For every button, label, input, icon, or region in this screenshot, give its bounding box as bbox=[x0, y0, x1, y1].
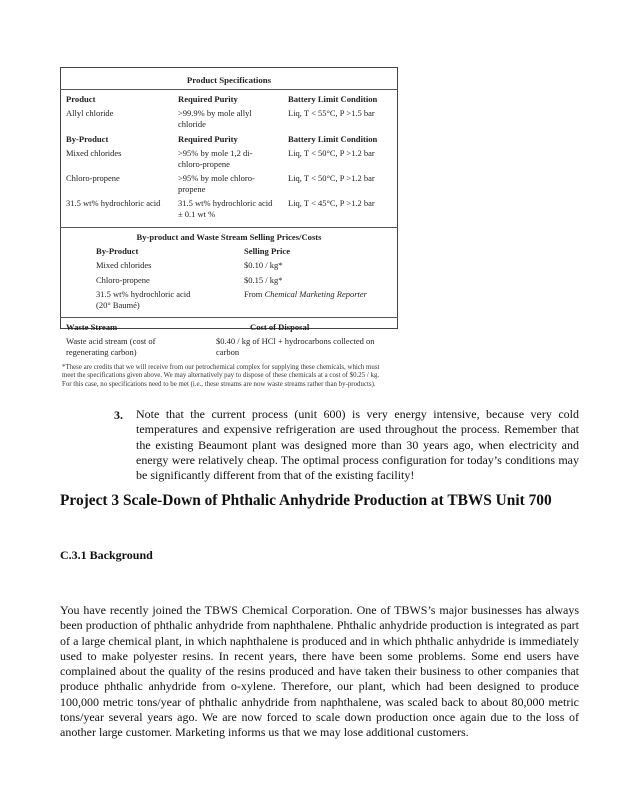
price-header-byproduct: By-Product bbox=[96, 246, 139, 256]
byproduct-purity: 31.5 wt% hydrochloric acid ± 0.1 wt % bbox=[178, 198, 273, 219]
list-item-number: 3. bbox=[114, 408, 123, 422]
waste-header-cost: Cost of Disposal bbox=[250, 322, 310, 332]
background-paragraph: You have recently joined the TBWS Chemical Corporation. One of TBWS’s major businesses has always been production of phthalic anhydride from naphthalene. Phthalic anhydride production is integrated as part of a large chemical plant, in which naphthalene is produced and in which phthalic anhydride is immediately used to make polyester resins. In recent years, there have been some problems. Some end users have complained about the quality of the resins produced and have taken their business to other companies that produce phthalic anhydride from o-xylene. Therefore, our plant, which had been designed to produce 100,000 metric tons/year of phthalic anhydride from naphthalene, was scaled back to about 80,000 metric tons/year several years ago. We are now forced to scale down production once again due to the loss of another large customer. Marketing informs us that we may lose additional customers. bbox=[60, 603, 579, 740]
price-row-name: Chloro-propene bbox=[96, 275, 150, 285]
waste-header-stream: Waste Stream bbox=[66, 322, 118, 332]
list-item-text: Note that the current process (unit 600) is very energy intensive, because very cold temperatures and expensive refrigeration are used throughout the process. Remember that the existing Beaumont plant was designed more than 30 years ago, when electricity and energy were relatively cheap. The optimal process configuration for today’s conditions may be significantly different from that of the existing facility! bbox=[136, 407, 579, 483]
prices-rule bbox=[60, 227, 398, 228]
byproduct-condition: Liq, T < 50°C, P >1.2 bar bbox=[288, 173, 375, 183]
price-row-price: $0.10 / kg* bbox=[244, 260, 283, 270]
source-publication: Chemical Marketing Reporter bbox=[264, 289, 367, 299]
waste-rule bbox=[60, 317, 398, 318]
price-row-name: 31.5 wt% hydrochloric acid (20° Baumé) bbox=[96, 289, 191, 310]
byproduct-header-name: By-Product bbox=[66, 134, 109, 144]
spec-header-product: Product bbox=[66, 94, 96, 104]
spec-header-purity: Required Purity bbox=[178, 94, 238, 104]
waste-row-cost: $0.40 / kg of HCl + hydrocarbons collected on carbon bbox=[216, 336, 375, 357]
product-purity: >99.9% by mole allyl chloride bbox=[178, 108, 252, 129]
section-heading: C.3.1 Background bbox=[60, 548, 153, 562]
price-row-name: Mixed chlorides bbox=[96, 260, 152, 270]
byproduct-header-purity: Required Purity bbox=[178, 134, 238, 144]
project-heading: Project 3 Scale-Down of Phthalic Anhydride Production at TBWS Unit 700 bbox=[60, 492, 552, 509]
byproduct-header-condition: Battery Limit Condition bbox=[288, 134, 378, 144]
byproduct-name: Chloro-propene bbox=[66, 173, 120, 183]
price-header-selling: Selling Price bbox=[244, 246, 291, 256]
byproduct-condition: Liq, T < 45°C, P >1.2 bar bbox=[288, 198, 375, 208]
price-row-price: $0.15 / kg* bbox=[244, 275, 283, 285]
product-name: Allyl chloride bbox=[66, 108, 114, 118]
title-rule bbox=[60, 89, 398, 90]
product-condition: Liq, T < 55°C, P >1.5 bar bbox=[288, 108, 375, 118]
byproduct-name: Mixed chlorides bbox=[66, 148, 122, 158]
source-prefix: From bbox=[244, 289, 265, 299]
prices-section-title: By-product and Waste Stream Selling Prices/Costs bbox=[136, 232, 322, 242]
byproduct-purity: >95% by mole 1,2 di-chloro-propene bbox=[178, 148, 253, 169]
byproduct-name: 31.5 wt% hydrochloric acid bbox=[66, 198, 161, 208]
product-specifications-figure bbox=[60, 67, 398, 388]
byproduct-purity: >95% by mole chloro-propene bbox=[178, 173, 255, 194]
spec-header-condition: Battery Limit Condition bbox=[288, 94, 378, 104]
price-row-source bbox=[244, 289, 394, 300]
byproduct-condition: Liq, T < 50°C, P >1.2 bar bbox=[288, 148, 375, 158]
waste-row-name: Waste acid stream (cost of regenerating carbon) bbox=[66, 336, 156, 357]
figure-footnote: *These are credits that we will receive from our petrochemical complex for supplying these chemicals, which must meet the specifications given above. We may alternatively pay to dispose of these chemicals at a cost of $0.25 / kg. For this case, no specifications need to be met (i.e., these streams are now waste streams rather than by-products). bbox=[62, 364, 380, 388]
figure-title: Product Specifications bbox=[186, 75, 272, 85]
